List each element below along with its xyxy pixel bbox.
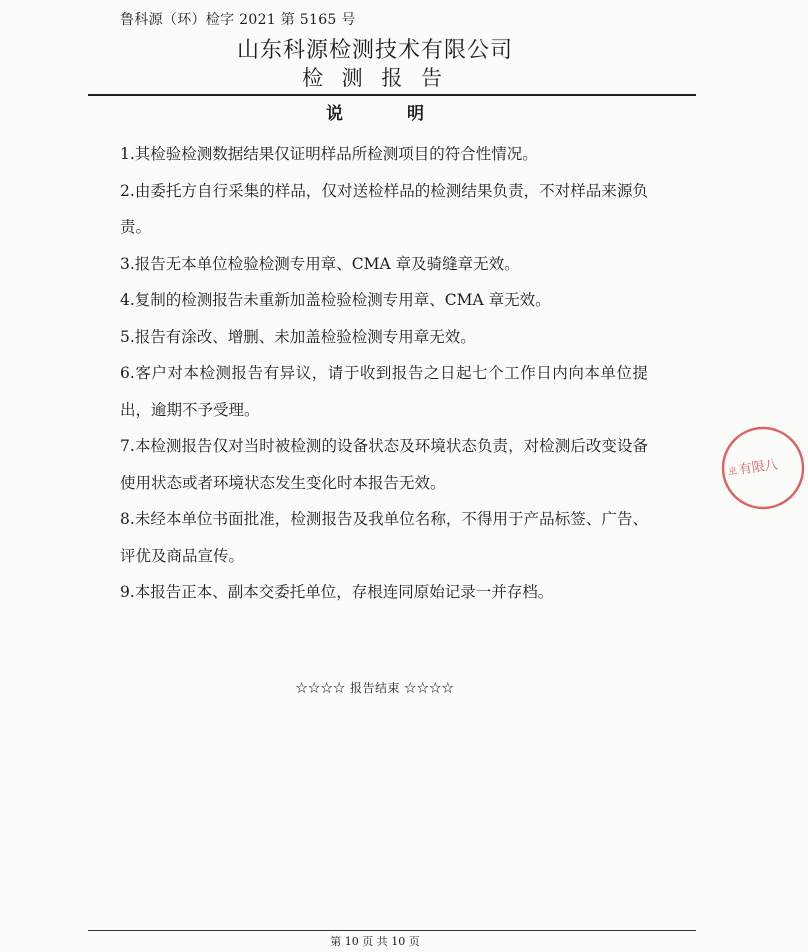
document-title: 检 测 报 告: [301, 66, 449, 90]
page-number: 第 10 页 共 10 页: [330, 935, 420, 948]
footer-rule: [88, 930, 696, 931]
note-item: 3.报告无本单位检验检测专用章、CMA 章及骑缝章无效。: [120, 254, 520, 273]
company-name: 山东科源检测技术有限公司: [236, 38, 513, 63]
note-item: 9.本报告正本、副本交委托单位，存根连同原始记录一并存档。: [120, 583, 554, 601]
note-item: 1.其检验检测数据结果仅证明样品所检测项目的符合性情况。: [120, 145, 538, 163]
note-item: 8.未经本单位书面批准，检测报告及我单位名称，不得用于产品标签、广告、评优及商品宣传。: [120, 510, 648, 565]
notes-list: [120, 136, 648, 611]
note-item: 4.复制的检测报告未重新加盖检验检测专用章、CMA 章无效。: [120, 291, 551, 309]
report-number: 鲁科源（环）检字 2021 第 5165 号: [120, 12, 356, 28]
note-item: 2.由委托方自行采集的样品，仅对送检样品的检测结果负责，不对样品来源负责。: [120, 181, 648, 236]
note-item: 5.报告有涂改、增删、未加盖检验检测专用章无效。: [120, 327, 476, 346]
note-item: 6.客户对本检测报告有异议，请于收到报告之日起七个工作日内向本单位提出，逾期不予受理。: [120, 364, 648, 419]
seal-text: ㄓ有限八: [725, 457, 779, 480]
section-title: 说 明: [326, 104, 424, 124]
report-end-marker: ☆☆☆☆ 报告结束 ☆☆☆☆: [295, 681, 455, 695]
company-seal-stamp: [718, 420, 808, 520]
note-item: 7.本检测报告仅对当时被检测的设备状态及环境状态负责，对检测后改变设备使用状态或者环境状态发生变化时本报告无效。: [120, 437, 648, 492]
header-rule: [88, 94, 696, 96]
